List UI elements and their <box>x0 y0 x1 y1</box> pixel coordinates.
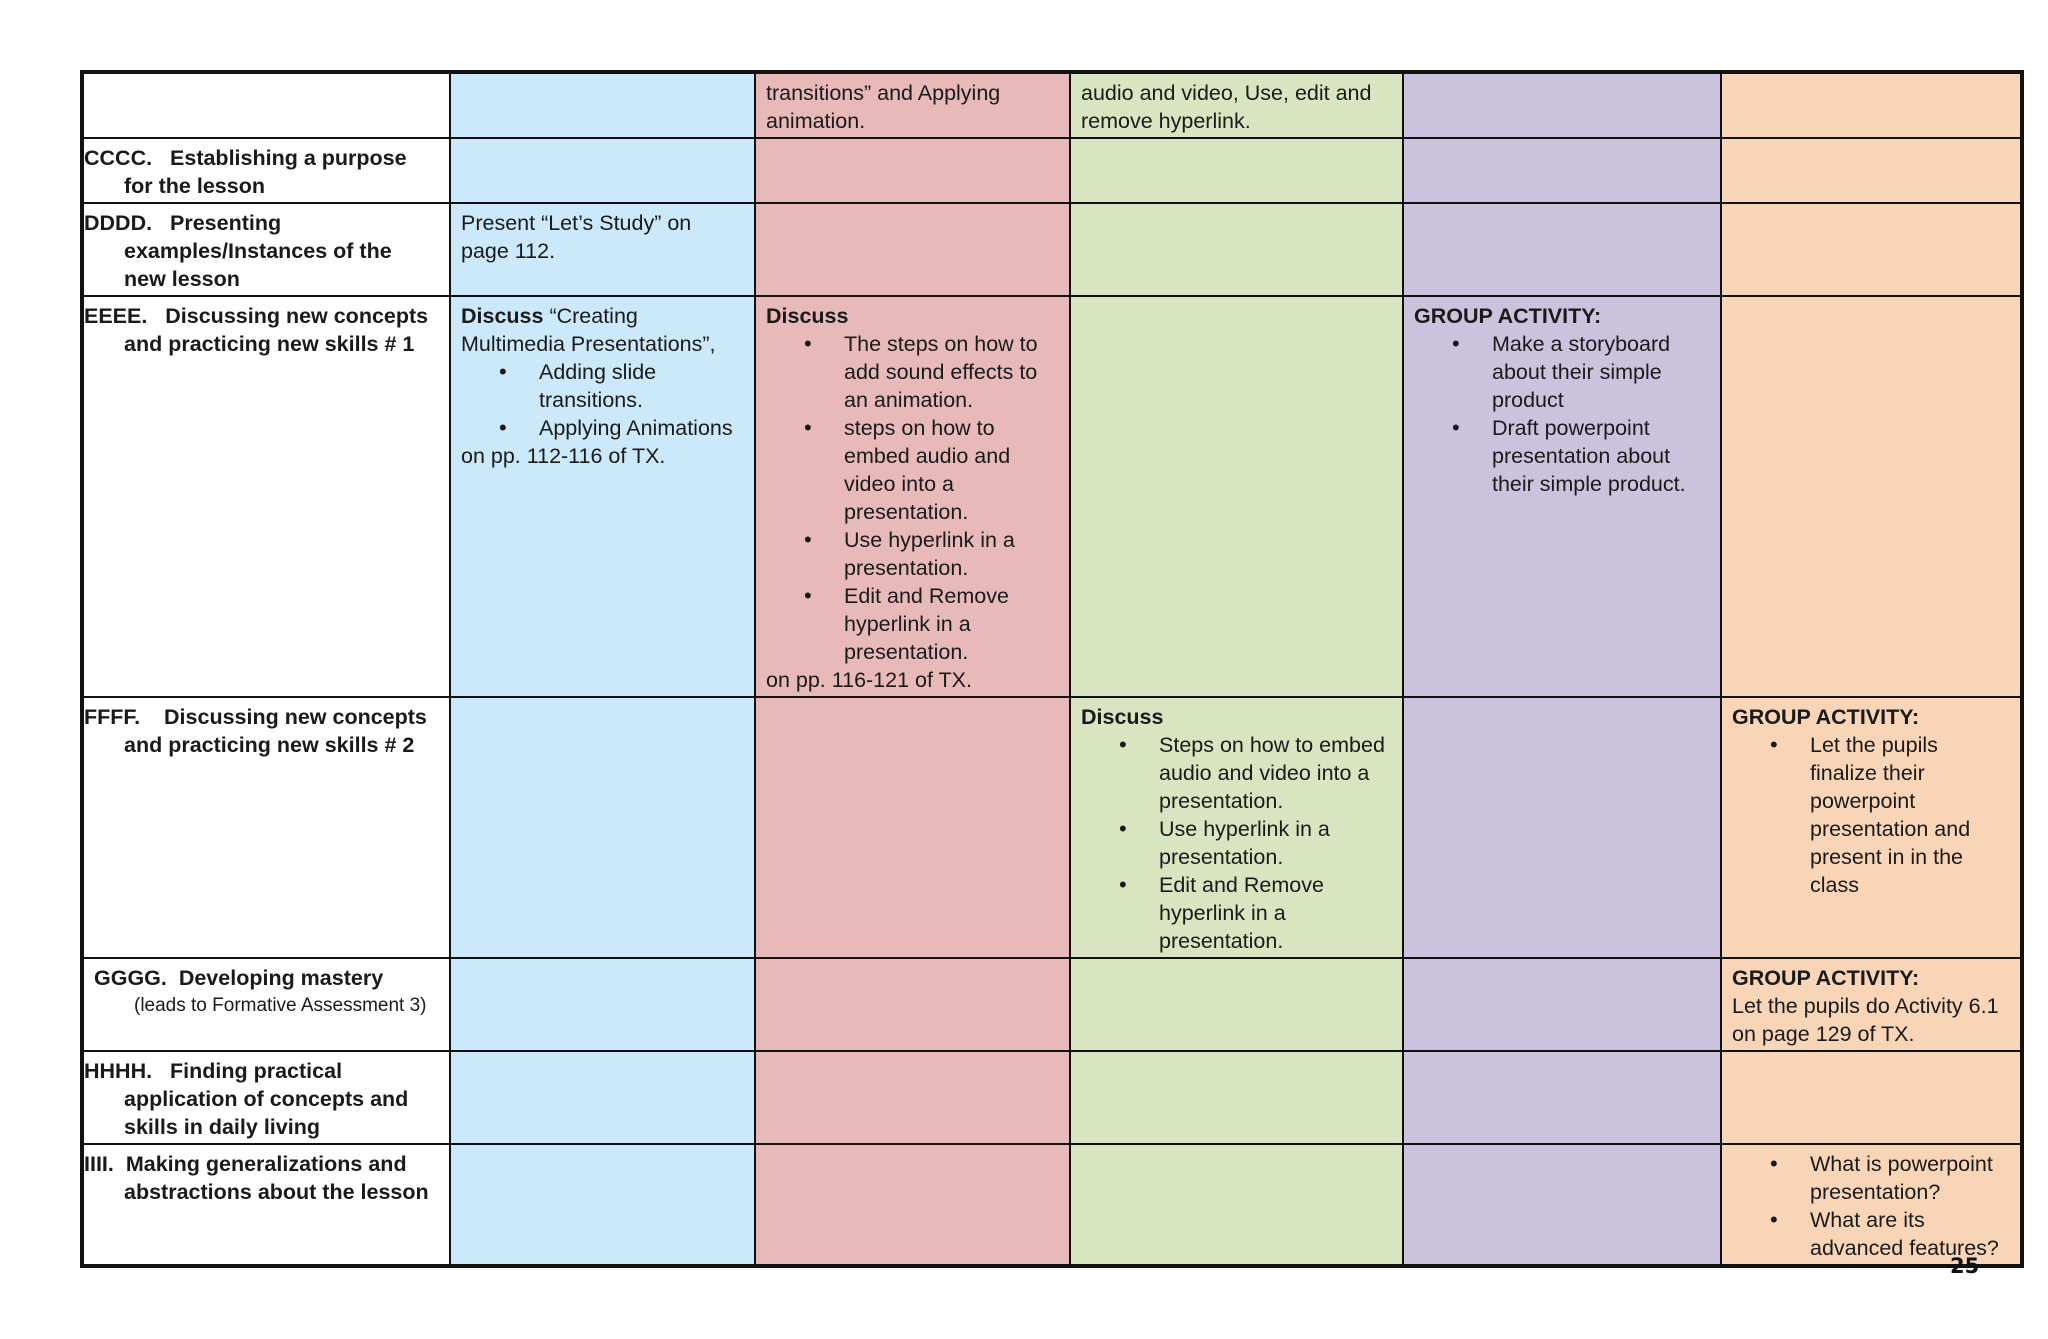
day5-cell <box>1721 203 2022 296</box>
row-code: FFFF. <box>84 705 141 729</box>
day5-cell <box>1721 1051 2022 1144</box>
lead-bold: Discuss <box>461 304 544 328</box>
list-item: • Use hyperlink in a presentation. <box>1159 815 1392 871</box>
day5-cell <box>1721 1144 2022 1266</box>
day2-cell <box>755 1144 1070 1266</box>
cell-lead <box>1081 703 1392 731</box>
bullet-list <box>1081 731 1392 955</box>
cell-lead <box>1732 964 2010 992</box>
bullet-list <box>1732 1150 2010 1262</box>
day4-cell <box>1403 697 1721 958</box>
day3-cell <box>1070 958 1403 1051</box>
day3-cell <box>1070 697 1403 958</box>
list-item: • Edit and Remove hyperlink in a presentation. <box>844 582 1059 666</box>
row-title: Making generalizations and abstractions about the lesson <box>124 1152 429 1204</box>
day3-cell <box>1070 1051 1403 1144</box>
day1-cell <box>450 1051 755 1144</box>
row-title: Discussing new concepts and practicing new skills # 2 <box>124 705 427 757</box>
list-item: • Steps on how to embed audio and video into a presentation. <box>1159 731 1392 815</box>
cell-tail: on pp. 116-121 of TX. <box>766 668 972 692</box>
bullet-list <box>766 330 1059 666</box>
row-label <box>82 296 450 697</box>
row-code: IIII. <box>84 1152 114 1176</box>
row-label <box>82 1144 450 1266</box>
list-item: • Edit and Remove hyperlink in a presentation. <box>1159 871 1392 955</box>
table-row <box>82 697 2022 958</box>
row-title: Establishing a purpose for the lesson <box>124 146 407 198</box>
list-item: • Make a storyboard about their simple product <box>1492 330 1710 414</box>
cell-lead <box>766 302 1059 330</box>
row-code: EEEE. <box>84 304 148 328</box>
row-subtitle: (leads to Formative Assessment 3) <box>134 995 427 1016</box>
lead-bold: Discuss <box>1081 705 1164 729</box>
page-number: 25 <box>1950 1254 1980 1278</box>
table-row <box>82 958 2022 1051</box>
row-title: Developing mastery <box>178 966 384 990</box>
day3-cell <box>1070 203 1403 296</box>
table-row <box>82 72 2022 138</box>
row-title: Finding practical application of concepts and skills in daily living <box>124 1059 409 1139</box>
table-row <box>82 138 2022 203</box>
day1-cell <box>450 72 755 138</box>
row-code: CCCC. <box>84 146 153 170</box>
bullet-list <box>1732 731 2010 899</box>
table-row <box>82 296 2022 697</box>
row-label <box>82 138 450 203</box>
list-item: • What are its advanced features? <box>1810 1206 2010 1262</box>
day2-cell <box>755 203 1070 296</box>
day1-cell <box>450 138 755 203</box>
cell-text: Let the pupils do Activity 6.1 on page 129 of TX. <box>1732 994 1999 1046</box>
list-item: • Use hyperlink in a presentation. <box>844 526 1059 582</box>
day1-cell <box>450 697 755 958</box>
list-item: • Let the pupils finalize their powerpoint presentation and present in in the class <box>1810 731 2010 899</box>
cell-tail: on pp. 112-116 of TX. <box>461 444 666 468</box>
day4-cell <box>1403 1051 1721 1144</box>
day5-cell <box>1721 958 2022 1051</box>
bullet-list <box>461 358 744 442</box>
cell-lead <box>1732 703 2010 731</box>
cell-text: audio and video, Use, edit and remove hyperlink. <box>1081 81 1372 133</box>
lead-bold: GROUP ACTIVITY: <box>1414 304 1602 328</box>
cell-lead <box>461 302 744 358</box>
table-row <box>82 1051 2022 1144</box>
day5-cell <box>1721 72 2022 138</box>
lead-bold: Discuss <box>766 304 849 328</box>
row-label <box>82 203 450 296</box>
list-item: • What is powerpoint presentation? <box>1810 1150 2010 1206</box>
list-item: • Draft powerpoint presentation about their simple product. <box>1492 414 1710 498</box>
day5-cell <box>1721 138 2022 203</box>
row-code: GGGG. <box>94 966 167 990</box>
cell-text: transitions” and Applying animation. <box>766 81 1001 133</box>
day1-cell <box>450 296 755 697</box>
day3-cell <box>1070 72 1403 138</box>
day4-cell <box>1403 958 1721 1051</box>
day2-cell <box>755 138 1070 203</box>
cell-text: Present “Let’s Study” on page 112. <box>461 211 692 263</box>
list-item: • Adding slide transitions. <box>539 358 744 414</box>
row-title: Discussing new concepts and practicing new skills # 1 <box>124 304 429 356</box>
day1-cell <box>450 203 755 296</box>
row-code: HHHH. <box>84 1059 153 1083</box>
day2-cell <box>755 296 1070 697</box>
table-row <box>82 1144 2022 1266</box>
row-label <box>82 697 450 958</box>
day4-cell <box>1403 72 1721 138</box>
list-item: • steps on how to embed audio and video into a presentation. <box>844 414 1059 526</box>
day2-cell <box>755 1051 1070 1144</box>
bullet-list <box>1414 330 1710 498</box>
lead-bold: GROUP ACTIVITY: <box>1732 705 1920 729</box>
day1-cell <box>450 1144 755 1266</box>
day5-cell <box>1721 697 2022 958</box>
day3-cell <box>1070 296 1403 697</box>
row-label <box>82 72 450 138</box>
lead-bold: GROUP ACTIVITY: <box>1732 966 1920 990</box>
day2-cell <box>755 697 1070 958</box>
day5-cell <box>1721 296 2022 697</box>
cell-lead <box>1414 302 1710 330</box>
lesson-plan-table <box>80 70 2024 1268</box>
row-label <box>82 1051 450 1144</box>
day4-cell <box>1403 296 1721 697</box>
list-item: • Applying Animations <box>539 414 744 442</box>
day3-cell <box>1070 138 1403 203</box>
day4-cell <box>1403 1144 1721 1266</box>
row-label <box>82 958 450 1051</box>
lead-rest: “Creating Multimedia Presentations”, <box>461 304 716 356</box>
day3-cell <box>1070 1144 1403 1266</box>
list-item: • The steps on how to add sound effects to an animation. <box>844 330 1059 414</box>
day1-cell <box>450 958 755 1051</box>
table-row <box>82 203 2022 296</box>
row-title: Presenting examples/Instances of the new lesson <box>124 211 392 291</box>
day4-cell <box>1403 138 1721 203</box>
day2-cell <box>755 958 1070 1051</box>
day4-cell <box>1403 203 1721 296</box>
day2-cell <box>755 72 1070 138</box>
row-code: DDDD. <box>84 211 153 235</box>
